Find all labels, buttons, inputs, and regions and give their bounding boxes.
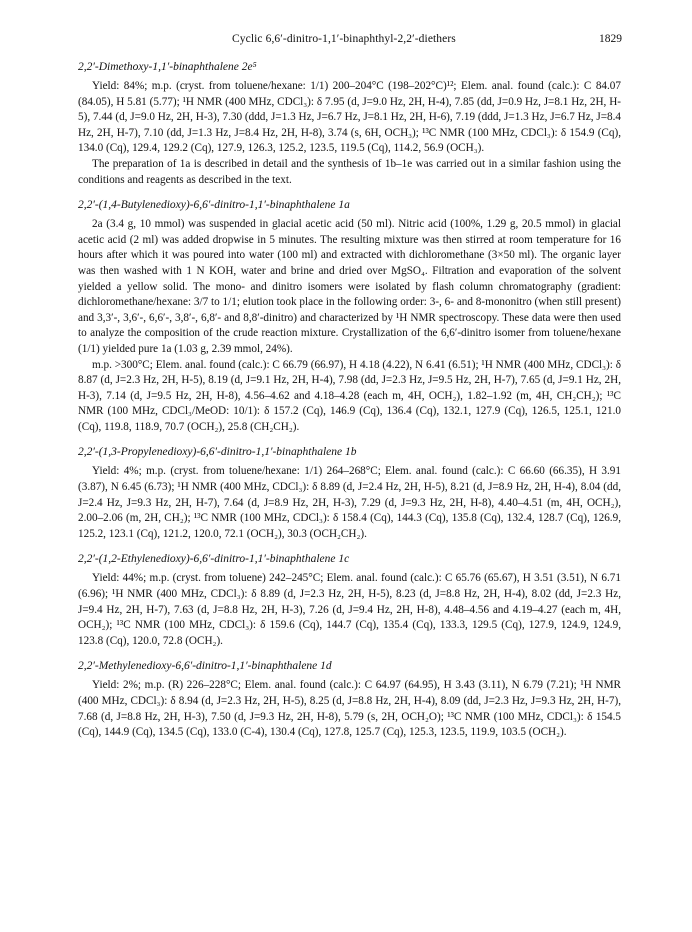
section-paragraph: Yield: 84%; m.p. (cryst. from toluene/hexane: 1/1) 200–204°C (198–202°C)¹²; Elem. anal. found (calc.): C 84.07 (84.05), H 5.81 (5.77); ¹H NMR (400 MHz, CDCl₃): δ 7.95 (d, J=9.0 Hz, 2H, H-4), 7.85 (dd, J=0.9 Hz, J=8.1 Hz, 2H, H-5), 7.44 (d, J=9.0 Hz, 2H, H-3), 7.30 (ddd, J=1.3 Hz, J=6.7 Hz, J=8.1 Hz, 2H, H-6), 7.19 (ddd, J=1.3 Hz, J=6.7 Hz, J=8.4 Hz, 2H, H-7), 7.10 (dd, J=1.3 Hz, J=8.4 Hz, 2H, H-8), 3.74 (s, 6H, OCH₃); ¹³C NMR (100 MHz, CDCl₃): δ 154.9 (Cq), 134.0 (Cq), 129.4, 129.2 (Cq), 127.9, 126.3, 125.2, 123.5, 119.5 (Cq), 114.2, 56.9 (OCH₃). [78,80,621,155]
page-number: 1829 [599,33,622,45]
section-paragraph: The preparation of 1a is described in detail and the synthesis of 1b–1e was carried out in a similar fashion using the conditions and reagents as described in the text. [78,157,621,186]
section-paragraph: Yield: 2%; m.p. (R) 226–228°C; Elem. anal. found (calc.): C 64.97 (64.95), H 3.43 (3.11), N 6.79 (7.21); ¹H NMR (400 MHz, CDCl₃): δ 8.94 (d, J=2.3 Hz, 2H, H-5), 8.25 (d, J=8.8 Hz, 2H, H-4), 8.09 (dd, J=2.3 Hz, J=9.3 Hz, 2H, H-7), 7.68 (d, J=8.8 Hz, 2H, H-3), 7.50 (d, J=9.3 Hz, 2H, H-8), 5.79 (s, 2H, OCH₂O); ¹³C NMR (100 MHz, CDCl₃): δ 154.5 (Cq), 144.9 (Cq), 134.5 (Cq), 133.0 (C-4), 130.4 (Cq), 127.8, 125.7 (Cq), 125.3, 123.5, 119.9, 103.5 (OCH₂). [78,679,621,739]
section-title: 2,2′-(1,3-Propylenedioxy)-6,6′-dinitro-1,1′-binaphthalene 1b [78,446,357,459]
section-paragraph: m.p. >300°C; Elem. anal. found (calc.): C 66.79 (66.97), H 4.18 (4.22), N 6.41 (6.51); ¹H NMR (400 MHz, CDCl₃): δ 8.87 (d, J=2.3 Hz, 2H, H-5), 8.19 (d, J=9.1 Hz, 2H, H-4), 7.98 (dd, J=2.3 Hz, J=9.5 Hz, 2H, H-7), 7.65 (d, J=9.1 Hz, 2H, H-3), 7.14 (d, J=9.5 Hz, 2H, H-8), 4.56–4.62 and 4.18–4.28 (each m, 4H, OCH₂), 1.82–1.92 (m, 4H, CH₂CH₂); ¹³C NMR (100 MHz, CDCl₃/MeOD: 10/1): δ 157.2 (Cq), 146.9 (Cq), 136.4 (Cq), 132.1, 127.9 (Cq), 126.5, 125.1, 121.0 (Cq), 119.8, 118.9, 70.7 (OCH₂), 25.8 (CH₂CH₂). [78,358,621,433]
section-paragraph: Yield: 44%; m.p. (cryst. from toluene) 242–245°C; Elem. anal. found (calc.): C 65.76 (65.67), H 3.51 (3.51), N 6.71 (6.96); ¹H NMR (400 MHz, CDCl₃): δ 8.89 (d, J=2.3 Hz, 2H, H-5), 8.23 (d, J=8.8 Hz, 2H, H-4), 8.02 (dd, J=2.3 Hz, J=9.4 Hz, 2H, H-7), 7.63 (d, J=8.8 Hz, 2H, H-3), 7.26 (d, J=9.4 Hz, 2H, H-8), 4.48–4.56 and 4.19–4.27 (each m, 4H, OCH₂); ¹³C NMR (100 MHz, CDCl₃): δ 159.6 (Cq), 144.7 (Cq), 135.4 (Cq), 133.3, 129.5 (Cq), 127.9, 124.9, 124.9, 123.8 (Cq), 120.0, 72.8 (OCH₂). [78,572,621,647]
section-title: 2,2′-(1,2-Ethylenedioxy)-6,6′-dinitro-1,1′-binaphthalene 1c [78,553,350,566]
section-title: 2,2′-(1,4-Butylenedioxy)-6,6′-dinitro-1,1′-binaphthalene 1a [78,199,350,212]
section-paragraph: Yield: 4%; m.p. (cryst. from toluene/hexane: 1/1) 264–268°C; Elem. anal. found (calc.): C 66.60 (66.35), H 3.91 (3.87), N 6.45 (6.73); ¹H NMR (400 MHz, CDCl₃): δ 8.89 (d, J=2.4 Hz, 2H, H-5), 8.21 (d, J=8.9 Hz, 2H, H-4), 8.04 (dd, J=2.4 Hz, J=9.3 Hz, 2H, H-7), 7.64 (d, J=8.9 Hz, 2H, H-3), 7.29 (d, J=9.3 Hz, 2H, H-8), 4.40–4.51 (m, 4H, OCH₂), 2.00–2.06 (m, 2H, CH₂); ¹³C NMR (100 MHz, CDCl₃): δ 158.4 (Cq), 144.3 (Cq), 135.8 (Cq), 132.4, 128.7 (Cq), 126.9, 125.2, 123.1 (Cq), 121.2, 120.0, 72.1 (OCH₂), 30.3 (OCH₂CH₂). [78,465,621,540]
section-paragraph: 2a (3.4 g, 10 mmol) was suspended in glacial acetic acid (50 ml). Nitric acid (100%, 1.29 g, 20.5 mmol) in glacial acetic acid (2 ml) was added dropwise in 5 minutes. The resulting mixture was then stirred at room temperature for 16 hours after which it was poured into water (100 ml) and extracted with dichloromethane (3×50 ml). The organic layer was then washed with 1 N KOH, water and brine and dried over MgSO₄. Filtration and evaporation of the solvent yielded a yellow solid. The mono- and dinitro isomers were isolated by flash column chromatography (gradient: dichloromethane/hexane: 3/7 to 1/1; elution took place in the following order: 3-, 6- and 8-mononitro (when still present) and 3,3′-, 3,6′-, 6,6′-, 3,8′-, 6,8′- and 8,8′-dinitro) and characterized by ¹H NMR spectroscopy. These data were then used to analyze the composition of the crude reaction mixture. Crystallization of the 6,6′-dinitro isomer from toluene/hexane (1/1) yielded pure 1a (1.03 g, 2.39 mmol, 24%). [78,218,621,355]
section-title: 2,2′-Methylenedioxy-6,6′-dinitro-1,1′-binaphthalene 1d [78,660,332,673]
section-title: 2,2′-Dimethoxy-1,1′-binaphthalene 2e⁵ [78,61,257,73]
article-body [78,60,621,741]
running-title: Cyclic 6,6′-dinitro-1,1′-binaphthyl-2,2′-diethers [232,33,456,45]
